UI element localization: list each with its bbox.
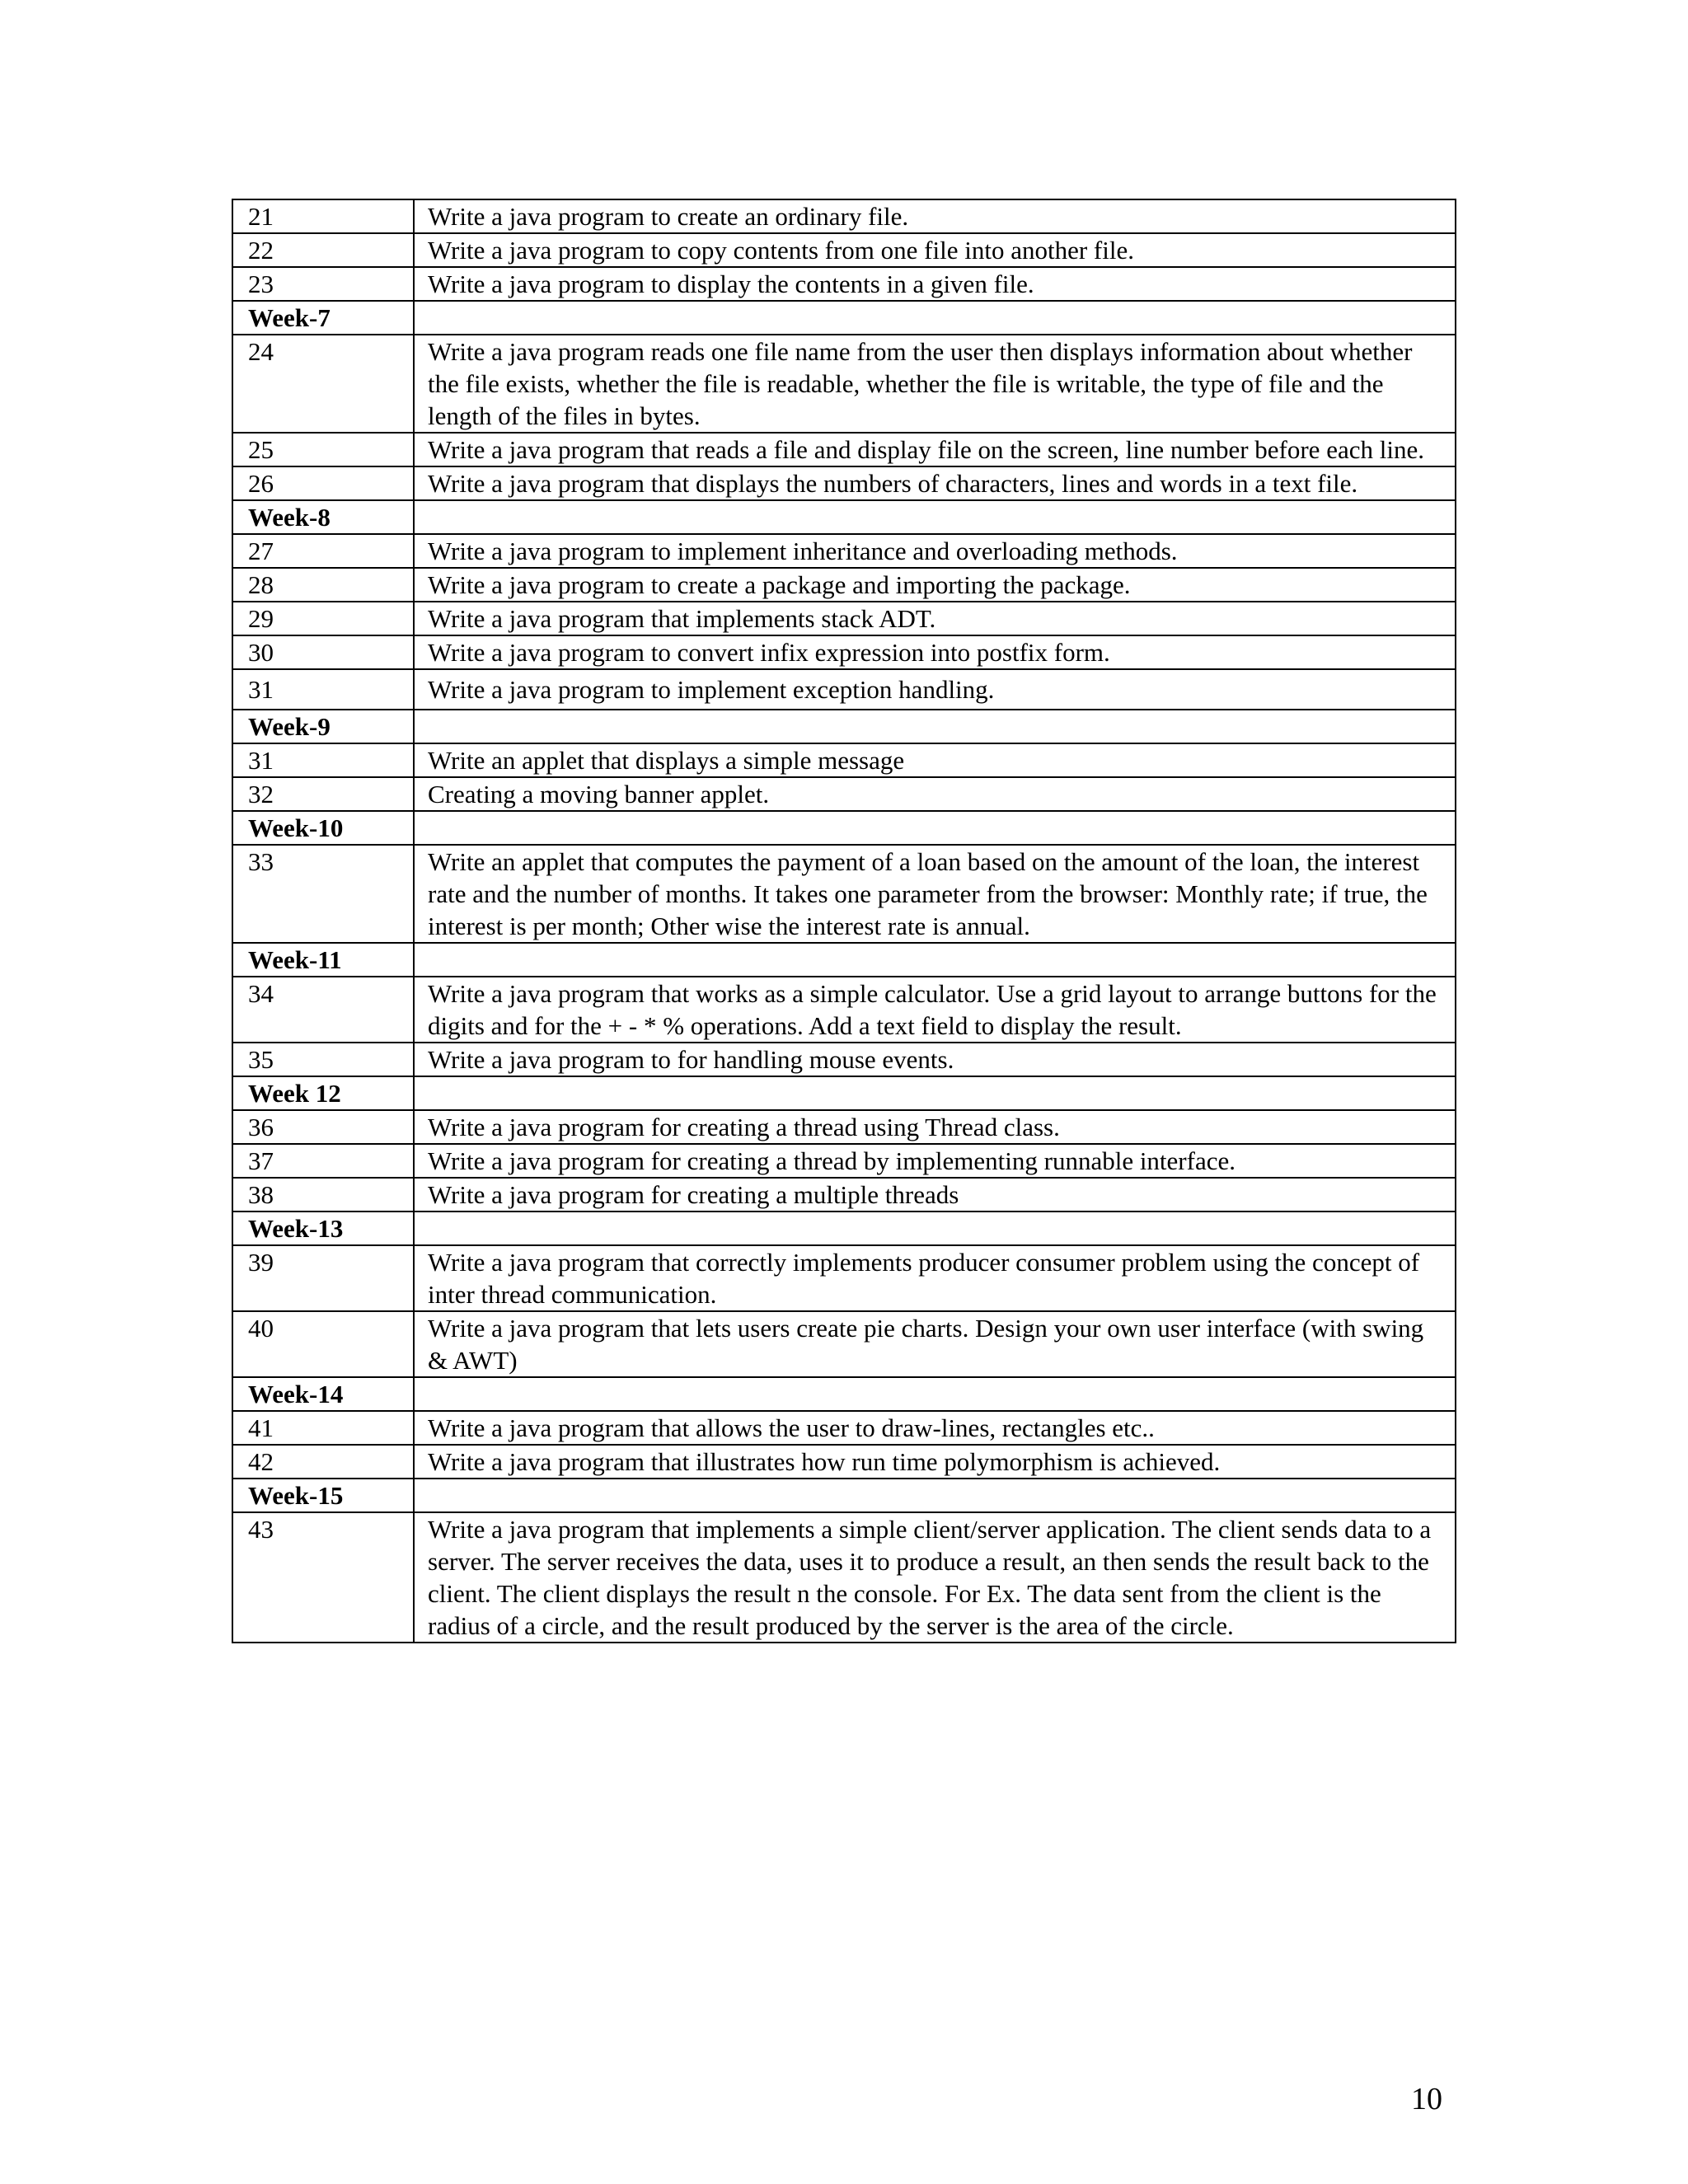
program-description: Write a java program to for handling mouse events. <box>414 1043 1456 1076</box>
program-description: Write a java program to copy contents from one file into another file. <box>414 233 1456 267</box>
week-header-row <box>232 943 1456 977</box>
program-number: 43 <box>232 1512 414 1643</box>
table-row <box>232 977 1456 1043</box>
week-label: Week-8 <box>232 500 414 534</box>
program-description: Write a java program for creating a multiple threads <box>414 1178 1456 1212</box>
week-label: Week-13 <box>232 1212 414 1245</box>
program-number: 38 <box>232 1178 414 1212</box>
program-number: 27 <box>232 534 414 568</box>
program-description: Write a java program to create a package and importing the package. <box>414 568 1456 602</box>
week-header-row <box>232 1076 1456 1110</box>
program-description: Write a java program that displays the numbers of characters, lines and words in a text file. <box>414 466 1456 500</box>
week-header-row <box>232 301 1456 335</box>
program-description: Write a java program to convert infix expression into postfix form. <box>414 635 1456 669</box>
program-number: 30 <box>232 635 414 669</box>
program-number: 25 <box>232 433 414 466</box>
table-row <box>232 602 1456 635</box>
table-row <box>232 1311 1456 1377</box>
table-row <box>232 433 1456 466</box>
program-description: Write a java program that reads a file and display file on the screen, line number before each line. <box>414 433 1456 466</box>
program-number: 23 <box>232 267 414 301</box>
program-description <box>414 1479 1456 1512</box>
table-row <box>232 1178 1456 1212</box>
program-list-table <box>232 199 1456 1643</box>
program-list-body <box>232 199 1456 1643</box>
week-label: Week-11 <box>232 943 414 977</box>
program-number: 32 <box>232 777 414 811</box>
program-number: 24 <box>232 335 414 433</box>
program-number: 22 <box>232 233 414 267</box>
program-description: Write an applet that computes the payment of a loan based on the amount of the loan, the interest rate and the number of months. It takes one parameter from the browser: Monthly rate; if true, the interest is per month; Other wise the interest rate is annual. <box>414 845 1456 943</box>
program-number: 28 <box>232 568 414 602</box>
program-description: Write a java program to display the contents in a given file. <box>414 267 1456 301</box>
week-label: Week-10 <box>232 811 414 845</box>
program-number: 35 <box>232 1043 414 1076</box>
table-row <box>232 233 1456 267</box>
program-description: Write a java program that implements a simple client/server application. The client sends data to a server. The server receives the data, uses it to produce a result, an then sends the result back to the client. The client displays the result n the console. For Ex. The data sent from the client is the radius of a circle, and the result produced by the server is the area of the circle. <box>414 1512 1456 1643</box>
program-description: Write a java program that allows the user to draw-lines, rectangles etc.. <box>414 1411 1456 1445</box>
program-number: 21 <box>232 199 414 233</box>
program-description <box>414 943 1456 977</box>
week-header-row <box>232 710 1456 743</box>
program-description <box>414 1212 1456 1245</box>
table-row <box>232 335 1456 433</box>
table-row <box>232 1411 1456 1445</box>
table-row <box>232 845 1456 943</box>
program-description <box>414 500 1456 534</box>
program-description: Write a java program to create an ordinary file. <box>414 199 1456 233</box>
program-description: Write a java program that correctly implements producer consumer problem using the concept of inter thread communication. <box>414 1245 1456 1311</box>
program-description: Write a java program that lets users create pie charts. Design your own user interface (with swing & AWT) <box>414 1311 1456 1377</box>
program-description: Write a java program for creating a thread by implementing runnable interface. <box>414 1144 1456 1178</box>
program-number: 41 <box>232 1411 414 1445</box>
week-label: Week-14 <box>232 1377 414 1411</box>
program-number: 31 <box>232 669 414 710</box>
program-number: 33 <box>232 845 414 943</box>
program-number: 37 <box>232 1144 414 1178</box>
program-description <box>414 710 1456 743</box>
table-row <box>232 743 1456 777</box>
table-row <box>232 1245 1456 1311</box>
week-header-row <box>232 500 1456 534</box>
program-number: 39 <box>232 1245 414 1311</box>
week-label: Week-7 <box>232 301 414 335</box>
table-row <box>232 534 1456 568</box>
table-row <box>232 1445 1456 1479</box>
table-row <box>232 1144 1456 1178</box>
program-number: 36 <box>232 1110 414 1144</box>
table-row <box>232 1512 1456 1643</box>
table-row <box>232 267 1456 301</box>
table-row <box>232 199 1456 233</box>
program-description: Creating a moving banner applet. <box>414 777 1456 811</box>
week-header-row <box>232 811 1456 845</box>
week-header-row <box>232 1377 1456 1411</box>
table-row <box>232 1043 1456 1076</box>
program-description: Write a java program that implements stack ADT. <box>414 602 1456 635</box>
week-label: Week-9 <box>232 710 414 743</box>
program-description: Write a java program for creating a thread using Thread class. <box>414 1110 1456 1144</box>
program-number: 31 <box>232 743 414 777</box>
program-description: Write a java program to implement inheritance and overloading methods. <box>414 534 1456 568</box>
program-description <box>414 1076 1456 1110</box>
week-label: Week-15 <box>232 1479 414 1512</box>
program-description <box>414 811 1456 845</box>
week-header-row <box>232 1212 1456 1245</box>
program-number: 29 <box>232 602 414 635</box>
program-description <box>414 301 1456 335</box>
program-description: Write an applet that displays a simple message <box>414 743 1456 777</box>
program-description: Write a java program to implement exception handling. <box>414 669 1456 710</box>
table-row <box>232 669 1456 710</box>
week-label: Week 12 <box>232 1076 414 1110</box>
program-number: 40 <box>232 1311 414 1377</box>
table-row <box>232 568 1456 602</box>
program-description: Write a java program reads one file name from the user then displays information about whether the file exists, whether the file is readable, whether the file is writable, the type of file and the length of the files in bytes. <box>414 335 1456 433</box>
program-number: 26 <box>232 466 414 500</box>
table-row <box>232 1110 1456 1144</box>
week-header-row <box>232 1479 1456 1512</box>
table-row <box>232 635 1456 669</box>
program-description: Write a java program that works as a simple calculator. Use a grid layout to arrange buttons for the digits and for the + - * % operations. Add a text field to display the result. <box>414 977 1456 1043</box>
table-row <box>232 777 1456 811</box>
page-number: 10 <box>1411 2082 1442 2116</box>
program-number: 42 <box>232 1445 414 1479</box>
program-description: Write a java program that illustrates how run time polymorphism is achieved. <box>414 1445 1456 1479</box>
program-description <box>414 1377 1456 1411</box>
table-row <box>232 466 1456 500</box>
program-number: 34 <box>232 977 414 1043</box>
